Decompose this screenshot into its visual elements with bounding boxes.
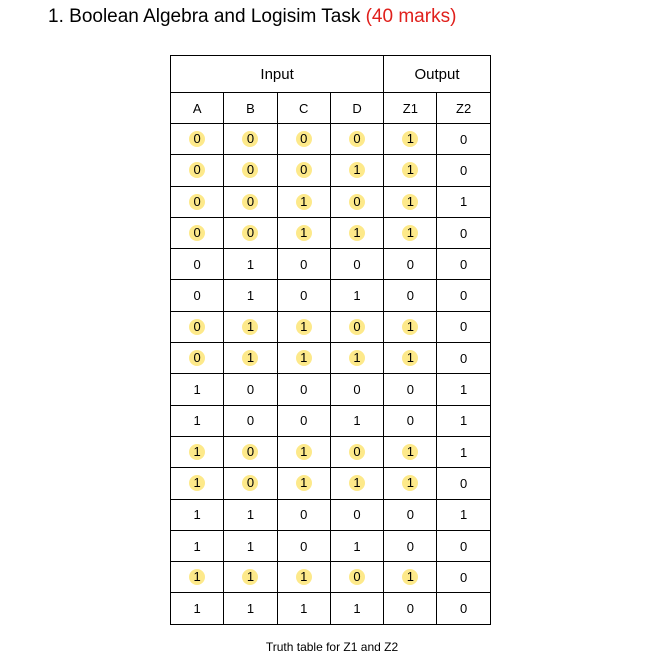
table-row <box>171 562 491 593</box>
cell-value: 0 <box>460 225 468 241</box>
table-cell <box>277 124 330 155</box>
table-row <box>171 217 491 248</box>
highlighted-value: 0 <box>189 225 205 241</box>
highlighted-value: 0 <box>189 162 205 178</box>
table-cell <box>330 499 383 530</box>
table-cell <box>384 249 437 280</box>
table-cell <box>384 468 437 499</box>
table-cell <box>171 249 224 280</box>
table-row <box>171 436 491 467</box>
table-cell <box>277 374 330 405</box>
cell-value: 0 <box>246 413 255 429</box>
table-cell <box>171 280 224 311</box>
cell-value: 1 <box>460 413 468 429</box>
table-cell <box>330 530 383 561</box>
table-cell <box>171 155 224 186</box>
task-number: 1. <box>48 6 64 27</box>
task-heading <box>48 6 456 28</box>
table-cell <box>224 343 277 374</box>
cell-value: 0 <box>460 350 468 366</box>
cell-value: 1 <box>246 256 255 272</box>
highlighted-value: 1 <box>402 569 418 585</box>
table-row <box>171 249 491 280</box>
table-cell <box>171 343 224 374</box>
table-cell <box>330 436 383 467</box>
highlighted-value: 0 <box>242 225 258 241</box>
highlighted-value: 0 <box>242 162 258 178</box>
table-cell <box>224 468 277 499</box>
highlighted-value: 1 <box>349 162 365 178</box>
table-cell <box>384 405 437 436</box>
table-cell <box>384 436 437 467</box>
cell-value: 0 <box>460 538 468 554</box>
highlighted-value: 1 <box>402 319 418 335</box>
cell-value: 0 <box>406 538 414 554</box>
table-cell <box>330 343 383 374</box>
table-row <box>171 468 491 499</box>
table-cell <box>224 374 277 405</box>
table-cell <box>437 530 490 561</box>
table-cell <box>330 124 383 155</box>
table-row <box>171 124 491 155</box>
table-cell <box>384 217 437 248</box>
cell-value: 0 <box>406 413 414 429</box>
cell-value: 0 <box>460 319 468 335</box>
cell-value: 1 <box>193 538 201 554</box>
table-cell <box>330 280 383 311</box>
cell-value: 0 <box>460 131 468 147</box>
highlighted-value: 0 <box>242 131 258 147</box>
cell-value: 1 <box>246 538 255 554</box>
highlighted-value: 1 <box>296 225 312 241</box>
table-cell <box>277 530 330 561</box>
cell-value: 0 <box>193 288 201 304</box>
table-row <box>171 405 491 436</box>
table-cell <box>277 249 330 280</box>
highlighted-value: 0 <box>349 569 365 585</box>
cell-value: 1 <box>353 288 361 304</box>
table-cell <box>437 124 490 155</box>
table-cell <box>171 530 224 561</box>
table-cell <box>384 155 437 186</box>
cell-value: 0 <box>460 569 468 585</box>
table-cell <box>171 562 224 593</box>
table-cell <box>330 311 383 342</box>
cell-value: 0 <box>460 475 468 491</box>
highlighted-value: 1 <box>189 475 205 491</box>
table-cell <box>437 343 490 374</box>
column-header-z2: Z2 <box>437 93 490 124</box>
table-cell <box>224 436 277 467</box>
highlighted-value: 1 <box>402 444 418 460</box>
table-cell <box>171 436 224 467</box>
table-cell <box>224 155 277 186</box>
cell-value: 1 <box>246 507 255 523</box>
highlighted-value: 1 <box>402 162 418 178</box>
table-cell <box>437 374 490 405</box>
table-cell <box>224 499 277 530</box>
cell-value: 1 <box>193 507 201 523</box>
column-header-d: D <box>330 93 383 124</box>
table-cell <box>171 374 224 405</box>
table-cell <box>277 280 330 311</box>
table-cell <box>171 405 224 436</box>
cell-value: 1 <box>460 444 468 460</box>
table-cell <box>277 343 330 374</box>
table-cell <box>384 186 437 217</box>
highlighted-value: 0 <box>349 194 365 210</box>
table-cell <box>277 155 330 186</box>
table-row <box>171 593 491 624</box>
table-cell <box>171 124 224 155</box>
table-cell <box>384 562 437 593</box>
highlighted-value: 0 <box>189 194 205 210</box>
cell-value: 1 <box>460 382 468 398</box>
cell-value: 0 <box>460 288 468 304</box>
cell-value: 1 <box>353 413 361 429</box>
highlighted-value: 1 <box>242 569 258 585</box>
table-row <box>171 343 491 374</box>
table-cell <box>437 562 490 593</box>
table-cell <box>384 343 437 374</box>
cell-value: 0 <box>460 256 468 272</box>
table-cell <box>224 124 277 155</box>
highlighted-value: 1 <box>296 350 312 366</box>
table-cell <box>384 499 437 530</box>
highlighted-value: 1 <box>349 225 365 241</box>
table-cell <box>224 280 277 311</box>
cell-value: 1 <box>353 601 361 617</box>
cell-value: 0 <box>406 601 414 617</box>
table-cell <box>277 562 330 593</box>
cell-value: 1 <box>246 601 255 617</box>
table-cell <box>224 311 277 342</box>
cell-value: 0 <box>300 256 308 272</box>
table-cell <box>437 280 490 311</box>
highlighted-value: 0 <box>296 131 312 147</box>
cell-value: 1 <box>353 538 361 554</box>
highlighted-value: 1 <box>189 569 205 585</box>
table-row <box>171 499 491 530</box>
table-cell <box>437 217 490 248</box>
column-header-a: A <box>171 93 224 124</box>
task-marks: (40 marks) <box>365 6 457 27</box>
table-cell <box>437 405 490 436</box>
highlighted-value: 0 <box>349 444 365 460</box>
cell-value: 0 <box>353 256 361 272</box>
table-cell <box>330 468 383 499</box>
highlighted-value: 1 <box>402 194 418 210</box>
table-row <box>171 186 491 217</box>
highlighted-value: 0 <box>349 319 365 335</box>
cell-value: 0 <box>300 413 308 429</box>
highlighted-value: 0 <box>242 194 258 210</box>
table-row <box>171 530 491 561</box>
table-cell <box>330 217 383 248</box>
cell-value: 0 <box>300 538 308 554</box>
table-cell <box>330 562 383 593</box>
column-header-z1: Z1 <box>384 93 437 124</box>
table-cell <box>171 499 224 530</box>
table-cell <box>330 155 383 186</box>
truth-table <box>170 55 491 625</box>
table-row <box>171 280 491 311</box>
table-cell <box>437 499 490 530</box>
cell-value: 0 <box>460 601 468 617</box>
highlighted-value: 1 <box>296 569 312 585</box>
highlighted-value: 1 <box>402 475 418 491</box>
cell-value: 1 <box>193 382 201 398</box>
highlighted-value: 1 <box>349 475 365 491</box>
group-header-row <box>171 56 491 93</box>
input-group-header: Input <box>171 56 384 93</box>
table-cell <box>330 186 383 217</box>
highlighted-value: 1 <box>296 319 312 335</box>
column-header-c: C <box>277 93 330 124</box>
highlighted-value: 0 <box>296 162 312 178</box>
cell-value: 1 <box>246 288 255 304</box>
cell-value: 0 <box>353 382 361 398</box>
cell-value: 0 <box>300 288 308 304</box>
table-cell <box>277 593 330 624</box>
table-cell <box>330 249 383 280</box>
table-cell <box>224 186 277 217</box>
table-cell <box>171 468 224 499</box>
highlighted-value: 1 <box>402 225 418 241</box>
highlighted-value: 1 <box>242 350 258 366</box>
highlighted-value: 1 <box>296 444 312 460</box>
table-cell <box>224 249 277 280</box>
cell-value: 1 <box>193 413 201 429</box>
highlighted-value: 1 <box>242 319 258 335</box>
highlighted-value: 0 <box>189 319 205 335</box>
table-cell <box>330 374 383 405</box>
table-cell <box>277 311 330 342</box>
table-cell <box>171 217 224 248</box>
highlighted-value: 0 <box>242 475 258 491</box>
highlighted-value: 0 <box>189 350 205 366</box>
table-cell <box>437 593 490 624</box>
table-cell <box>437 436 490 467</box>
table-cell <box>437 468 490 499</box>
cell-value: 0 <box>246 382 255 398</box>
cell-value: 1 <box>460 507 468 523</box>
table-cell <box>171 186 224 217</box>
table-cell <box>277 499 330 530</box>
table-cell <box>277 217 330 248</box>
output-group-header: Output <box>384 56 491 93</box>
table-cell <box>277 436 330 467</box>
table-cell <box>224 593 277 624</box>
highlighted-value: 1 <box>296 475 312 491</box>
table-cell <box>437 186 490 217</box>
table-cell <box>437 155 490 186</box>
highlighted-value: 0 <box>189 131 205 147</box>
table-cell <box>384 374 437 405</box>
cell-value: 0 <box>406 288 414 304</box>
table-cell <box>224 562 277 593</box>
table-cell <box>384 311 437 342</box>
cell-value: 0 <box>193 256 201 272</box>
table-cell <box>437 249 490 280</box>
table-caption: Truth table for Z1 and Z2 <box>265 640 399 654</box>
table-cell <box>384 280 437 311</box>
cell-value: 1 <box>193 601 201 617</box>
cell-value: 0 <box>300 382 308 398</box>
highlighted-value: 1 <box>296 194 312 210</box>
table-cell <box>224 405 277 436</box>
highlighted-value: 1 <box>349 350 365 366</box>
table-cell <box>384 593 437 624</box>
table-cell <box>277 468 330 499</box>
highlighted-value: 1 <box>189 444 205 460</box>
table-cell <box>384 124 437 155</box>
table-cell <box>171 593 224 624</box>
column-header-b: B <box>224 93 277 124</box>
highlighted-value: 0 <box>242 444 258 460</box>
column-header-row <box>171 93 491 124</box>
highlighted-value: 1 <box>402 131 418 147</box>
cell-value: 1 <box>300 601 308 617</box>
table-cell <box>277 405 330 436</box>
cell-value: 0 <box>300 507 308 523</box>
table-row <box>171 374 491 405</box>
task-title: Boolean Algebra and Logisim Task <box>69 6 361 27</box>
cell-value: 0 <box>406 507 414 523</box>
table-cell <box>224 217 277 248</box>
table-cell <box>437 311 490 342</box>
cell-value: 0 <box>460 162 468 178</box>
table-cell <box>384 530 437 561</box>
table-cell <box>330 593 383 624</box>
table-cell <box>277 186 330 217</box>
cell-value: 1 <box>460 194 468 210</box>
cell-value: 0 <box>406 382 414 398</box>
cell-value: 0 <box>353 507 361 523</box>
table-cell <box>224 530 277 561</box>
table-row <box>171 155 491 186</box>
highlighted-value: 0 <box>349 131 365 147</box>
highlighted-value: 1 <box>402 350 418 366</box>
table-row <box>171 311 491 342</box>
cell-value: 0 <box>406 256 414 272</box>
table-cell <box>330 405 383 436</box>
table-cell <box>171 311 224 342</box>
